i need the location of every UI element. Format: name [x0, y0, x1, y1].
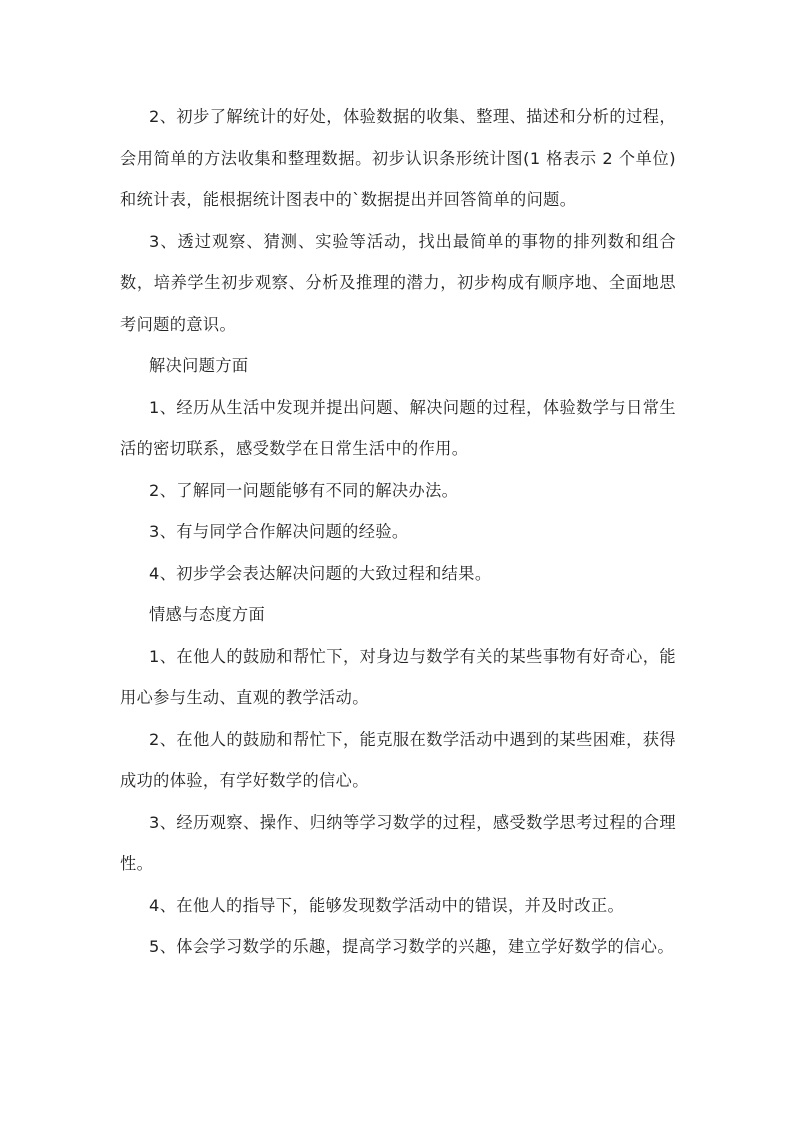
- paragraph-emotion-1: 1、在他人的鼓励和帮忙下，对身边与数学有关的某些事物有好奇心，能用心参与生动、直观的教学活动。: [120, 646, 676, 707]
- paragraph-emotion-2: 2、在他人的鼓励和帮忙下，能克服在数学活动中遇到的某些困难，获得成功的体验，有学好数学的信心。: [120, 729, 676, 790]
- section-heading-emotion-attitude: 情感与态度方面: [149, 605, 266, 624]
- document-body: [120, 96, 676, 968]
- paragraph-problem-solving-4: 4、初步学会表达解决问题的大致过程和结果。: [149, 563, 492, 583]
- paragraph-problem-solving-3: 3、有与同学合作解决问题的经验。: [149, 522, 409, 541]
- paragraph-problem-solving-2: 2、了解同一问题能够有不同的解决办法。: [149, 480, 459, 500]
- paragraph-emotion-3: 3、经历观察、操作、归纳等学习数学的过程，感受数学思考过程的合理性。: [120, 812, 676, 873]
- paragraph-emotion-4: 4、在他人的指导下，能够发现数学活动中的错误，并及时改正。: [149, 895, 625, 915]
- paragraph-combination-goal: 3、透过观察、猜测、实验等活动，找出最简单的事物的排列数和组合数，培养学生初步观察、分析及推理的潜力，初步构成有顺序地、全面地思考问题的意识。: [120, 231, 676, 334]
- section-heading-problem-solving: 解决问题方面: [149, 356, 249, 375]
- paragraph-emotion-5: 5、体会学习数学的乐趣，提高学习数学的兴趣，建立学好数学的信心。: [149, 937, 674, 956]
- paragraph-problem-solving-1: 1、经历从生活中发现并提出问题、解决问题的过程，体验数学与日常生活的密切联系，感受数学在日常生活中的作用。: [120, 397, 676, 458]
- paragraph-statistics-goal: 2、初步了解统计的好处，体验数据的收集、整理、描述和分析的过程，会用简单的方法收集和整理数据。初步认识条形统计图(1 格表示 2 个单位)和统计表，能根据统计图表中的`数据提出并回答简单的问题。: [120, 107, 676, 209]
